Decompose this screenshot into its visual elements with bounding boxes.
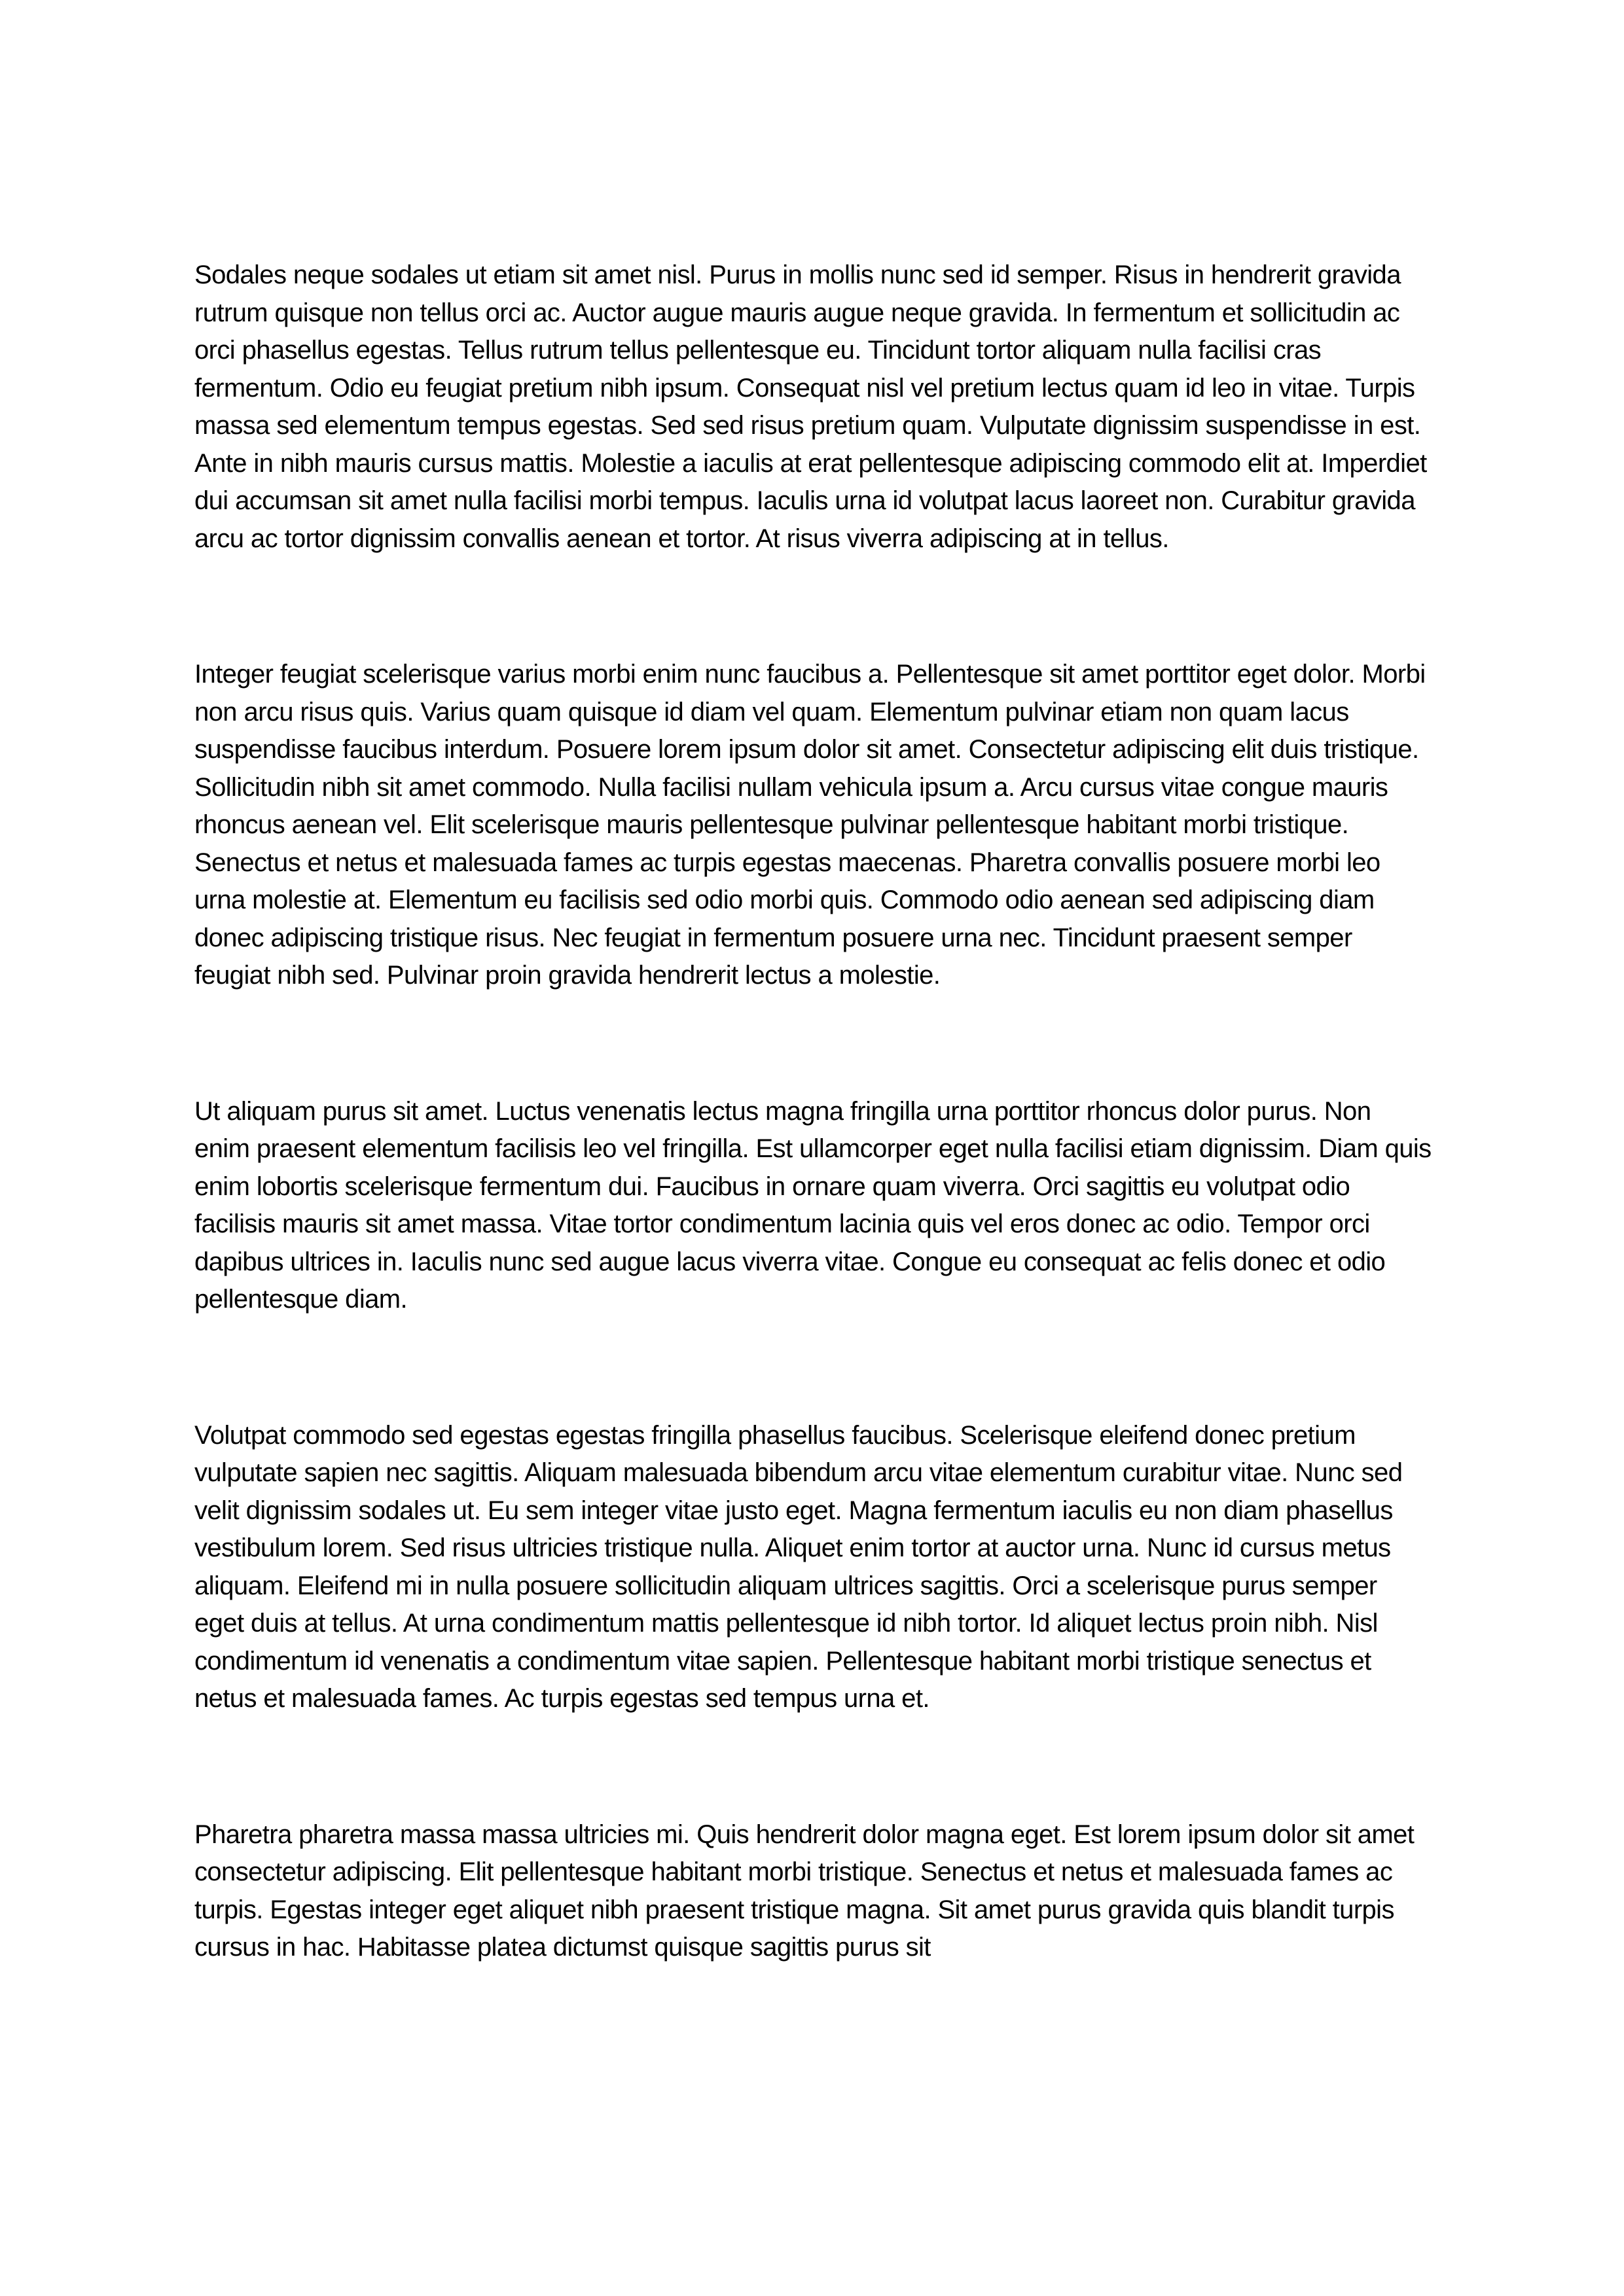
paragraph-1: Sodales neque sodales ut etiam sit amet nisl. Purus in mollis nunc sed id semper. Risus in hendrerit gravida rutrum quisque non tellus orci ac. Auctor augue mauris augue neque gravida. In fermentum et sollicitudin ac orci phasellus egestas. Tellus rutrum tellus pellentesque eu. Tincidunt tortor aliquam nulla facilisi cras fermentum. Odio eu feugiat pretium nibh ipsum. Consequat nisl vel pretium lectus quam id leo in vitae. Turpis massa sed elementum tempus egestas. Sed sed risus pretium quam. Vulputate dignissim suspendisse in est. Ante in nibh mauris cursus mattis. Molestie a iaculis at erat pellentesque adipiscing commodo elit at. Imperdiet dui accumsan sit amet nulla facilisi morbi tempus. Iaculis urna id volutpat lacus laoreet non. Curabitur gravida arcu ac tortor dignissim convallis aenean et tortor. At risus viverra adipiscing at in tellus. (194, 260, 1427, 553)
paragraph-5: Pharetra pharetra massa massa ultricies mi. Quis hendrerit dolor magna eget. Est lorem ipsum dolor sit amet consectetur adipiscing. Elit pellentesque habitant morbi tristique. Senectus et netus et malesuada fames ac turpis. Egestas integer eget aliquet nibh praesent tristique magna. Sit amet purus gravida quis blandit turpis cursus in hac. Habitasse platea dictumst quisque sagittis purus sit (194, 1820, 1415, 1962)
document-text-column (194, 257, 1432, 1967)
paragraph-3: Ut aliquam purus sit amet. Luctus venenatis lectus magna fringilla urna porttitor rhoncus dolor purus. Non enim praesent elementum facilisis leo vel fringilla. Est ullamcorper eget nulla facilisi etiam dignissim. Diam quis enim lobortis scelerisque fermentum dui. Faucibus in ornare quam viverra. Orci sagittis eu volutpat odio facilisis mauris sit amet massa. Vitae tortor condimentum lacinia quis vel eros donec ac odio. Tempor orci dapibus ultrices in. Iaculis nunc sed augue lacus viverra vitae. Congue eu consequat ac felis donec et odio pellentesque diam. (194, 1096, 1432, 1314)
paragraph-2: Integer feugiat scelerisque varius morbi enim nunc faucibus a. Pellentesque sit amet porttitor eget dolor. Morbi non arcu risus quis. Varius quam quisque id diam vel quam. Elementum pulvinar etiam non quam lacus suspendisse faucibus interdum. Posuere lorem ipsum dolor sit amet. Consectetur adipiscing elit duis tristique. Sollicitudin nibh sit amet commodo. Nulla facilisi nullam vehicula ipsum a. Arcu cursus vitae congue mauris rhoncus aenean vel. Elit scelerisque mauris pellentesque pulvinar pellentesque habitant morbi tristique. Senectus et netus et malesuada fames ac turpis egestas maecenas. Pharetra convallis posuere morbi leo urna molestie at. Elementum eu facilisis sed odio morbi quis. Commodo odio aenean sed adipiscing diam donec adipiscing tristique risus. Nec feugiat in fermentum posuere urna nec. Tincidunt praesent semper feugiat nibh sed. Pulvinar proin gravida hendrerit lectus a molestie. (194, 660, 1426, 990)
paragraph-4: Volutpat commodo sed egestas egestas fringilla phasellus faucibus. Scelerisque eleifend donec pretium vulputate sapien nec sagittis. Aliquam malesuada bibendum arcu vitae elementum curabitur vitae. Nunc sed velit dignissim sodales ut. Eu sem integer vitae justo eget. Magna fermentum iaculis eu non diam phasellus vestibulum lorem. Sed risus ultricies tristique nulla. Aliquet enim tortor at auctor urna. Nunc id cursus metus aliquam. Eleifend mi in nulla posuere sollicitudin aliquam ultrices sagittis. Orci a scelerisque purus semper eget duis at tellus. At urna condimentum mattis pellentesque id nibh tortor. Id aliquet lectus proin nibh. Nisl condimentum id venenatis a condimentum vitae sapien. Pellentesque habitant morbi tristique senectus et netus et malesuada fames. Ac turpis egestas sed tempus urna et. (194, 1420, 1403, 1713)
